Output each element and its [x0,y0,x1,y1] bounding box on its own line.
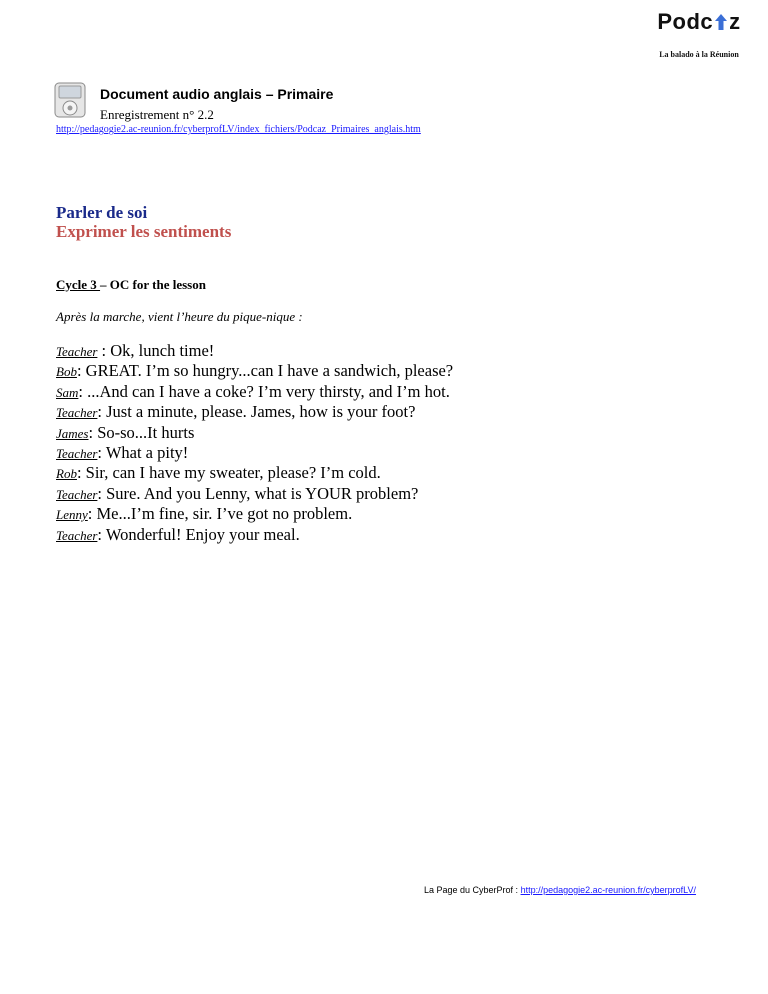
separator: : [87,504,97,524]
line-text: ...And can I have a coke? I’m very thirsty, and I’m hot. [87,381,450,401]
ipod-audio-icon [52,82,88,118]
logo-tagline: La balado à la Réunion [659,50,739,59]
speaker: Teacher [56,486,98,502]
house-arrow-icon [714,13,728,31]
intro-text: Après la marche, vient l’heure du pique-nique : [56,309,303,324]
cycle-line [56,277,206,293]
dialogue-line [56,525,716,545]
speaker: Rob [56,466,77,482]
separator: : [88,422,98,442]
speaker: Teacher [56,527,98,543]
separator: : [97,483,107,503]
cycle-rest: – OC for the lesson [100,277,206,292]
logo-wordmark [644,8,754,36]
speaker: Sam [56,384,79,400]
speaker: Bob [56,364,77,380]
line-text: What a pity! [105,443,189,463]
podcaz-link[interactable]: http://pedagogie2.ac-reunion.fr/cyberprofLV/index_fichiers/Podcaz_Primaires_anglais.htm [56,124,421,135]
document-title: Document audio anglais – Primaire [100,86,334,102]
cyberprof-link[interactable]: http://pedagogie2.ac-reunion.fr/cyberprofLV/ [520,885,697,895]
line-text: Wonderful! Enjoy your meal. [105,524,300,544]
dialogue-line [56,463,716,483]
recording-number: Enregistrement n° 2.2 [100,107,214,122]
speaker: James [56,425,89,441]
speaker: Teacher [56,446,98,462]
speaker: Teacher [56,344,98,359]
separator: : [97,341,111,360]
dialogue-line [56,341,716,361]
footer-label: La Page du CyberProf : [424,885,521,895]
dialogue [56,341,716,545]
dialogue-line [56,484,716,504]
dialogue-line [56,382,716,402]
podcaz-logo [644,8,754,59]
cycle-label: Cycle 3 [56,277,101,292]
separator: : [78,381,88,401]
speaker: Lenny [56,507,88,523]
line-text: Just a minute, please. James, how is your foot? [106,402,416,422]
line-text: Ok, lunch time! [110,341,215,360]
dialogue-line [56,423,716,443]
logo-text-left: Podc [657,9,714,34]
dialogue-line [56,504,716,524]
line-text: Sir, can I have my sweater, please? I’m cold. [85,463,381,483]
separator: : [97,402,107,422]
line-text: Me...I’m fine, sir. I’ve got no problem. [96,504,353,524]
line-text: Sure. And you Lenny, what is YOUR problem? [106,483,419,503]
separator: : [97,443,106,463]
dialogue-line [56,361,716,381]
page-footer [424,885,696,895]
topic-heading: Parler de soi [56,203,148,222]
speaker: Teacher [56,405,98,421]
dialogue-line [56,443,716,463]
line-text: GREAT. I’m so hungry...can I have a sandwich, please? [85,361,454,381]
line-text: So-so...It hurts [97,422,195,442]
separator: : [76,463,86,483]
subtopic-heading: Exprimer les sentiments [56,222,232,241]
dialogue-line [56,402,716,422]
separator: : [76,361,86,381]
separator: : [97,524,106,544]
logo-text-right: z [729,9,741,34]
